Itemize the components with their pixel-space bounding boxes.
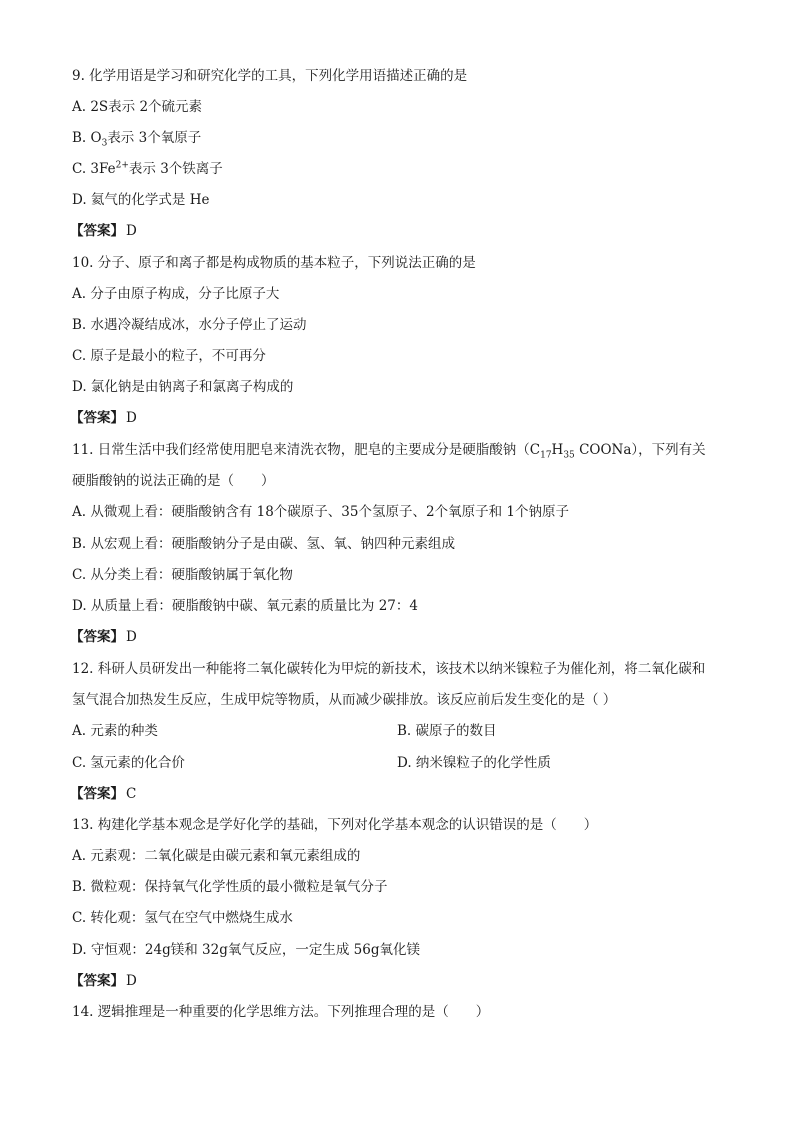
question-11-stem-line1: 11. 日常生活中我们经常使用肥皂来清洗衣物，肥皂的主要成分是硬脂酸钠（$C_{17}H_{35}$ COONa），下列有关 bbox=[72, 442, 706, 461]
question-11-option-c: C. 从分类上看：硬脂酸钠属于氧化物 bbox=[72, 567, 293, 583]
question-12-option-d: D. 纳米镍粒子的化学性质 bbox=[397, 755, 551, 771]
question-10-option-d: D. 氯化钠是由钠离子和氯离子构成的 bbox=[72, 379, 294, 395]
question-10-option-a: A. 分子由原子构成，分子比原子大 bbox=[72, 286, 280, 302]
question-12-option-b: B. 碳原子的数目 bbox=[397, 723, 497, 739]
question-12-answer: 【答案】 C bbox=[70, 786, 137, 802]
question-11-stem-line2: 硬脂酸钠的说法正确的是（ ） bbox=[72, 473, 275, 489]
question-9-option-c: C. $3Fe^{2+}$表示 3个铁离子 bbox=[72, 160, 223, 177]
question-10-stem: 10. 分子、原子和离子都是构成物质的基本粒子，下列说法正确的是 bbox=[72, 255, 476, 271]
question-13-option-d: D. 守恒观：24g镁和 32g氧气反应，一定生成 56g氧化镁 bbox=[72, 942, 420, 958]
question-9-answer: 【答案】 D bbox=[70, 223, 137, 239]
question-13-option-a: A. 元素观：二氧化碳是由碳元素和氧元素组成的 bbox=[72, 848, 361, 864]
question-11-option-b: B. 从宏观上看：硬脂酸钠分子是由碳、氢、氧、钠四种元素组成 bbox=[72, 536, 456, 552]
question-13-option-b: B. 微粒观：保持氧气化学性质的最小微粒是氧气分子 bbox=[72, 879, 388, 895]
question-12-stem-line2: 氢气混合加热发生反应，生成甲烷等物质，从而减少碳排放。该反应前后发生变化的是（ ） bbox=[72, 692, 617, 708]
question-12-option-a: A. 元素的种类 bbox=[72, 723, 158, 739]
question-13-option-c: C. 转化观：氢气在空气中燃烧生成水 bbox=[72, 910, 293, 926]
question-11-option-d: D. 从质量上看：硬脂酸钠中碳、氧元素的质量比为 27：4 bbox=[72, 598, 418, 614]
question-9-stem: 9. 化学用语是学习和研究化学的工具，下列化学用语描述正确的是 bbox=[72, 68, 468, 84]
question-12-option-c: C. 氢元素的化合价 bbox=[72, 755, 185, 771]
question-11-answer: 【答案】 D bbox=[70, 629, 137, 645]
question-9-option-d: D. 氦气的化学式是 He bbox=[72, 192, 210, 208]
question-10-answer: 【答案】 D bbox=[70, 410, 137, 426]
question-14-stem: 14. 逻辑推理是一种重要的化学思维方法。下列推理合理的是（ ） bbox=[72, 1004, 490, 1020]
question-12-stem-line1: 12. 科研人员研发出一种能将二氧化碳转化为甲烷的新技术，该技术以纳米镍粒子为催化剂，将二氧化碳和 bbox=[72, 661, 706, 677]
question-10-option-c: C. 原子是最小的粒子，不可再分 bbox=[72, 348, 266, 364]
question-11-option-a: A. 从微观上看：硬脂酸钠含有 18个碳原子、35个氢原子、2个氧原子和 1个钠原子 bbox=[72, 504, 569, 520]
question-10-option-b: B. 水遇冷凝结成冰，水分子停止了运动 bbox=[72, 317, 307, 333]
question-9-option-b: B. $O_3$表示 3个氧原子 bbox=[72, 130, 202, 149]
question-9-option-a: A. 2S表示 2个硫元素 bbox=[72, 99, 203, 115]
question-13-answer: 【答案】 D bbox=[70, 973, 137, 989]
question-13-stem: 13. 构建化学基本观念是学好化学的基础，下列对化学基本观念的认识错误的是（ ） bbox=[72, 817, 598, 833]
